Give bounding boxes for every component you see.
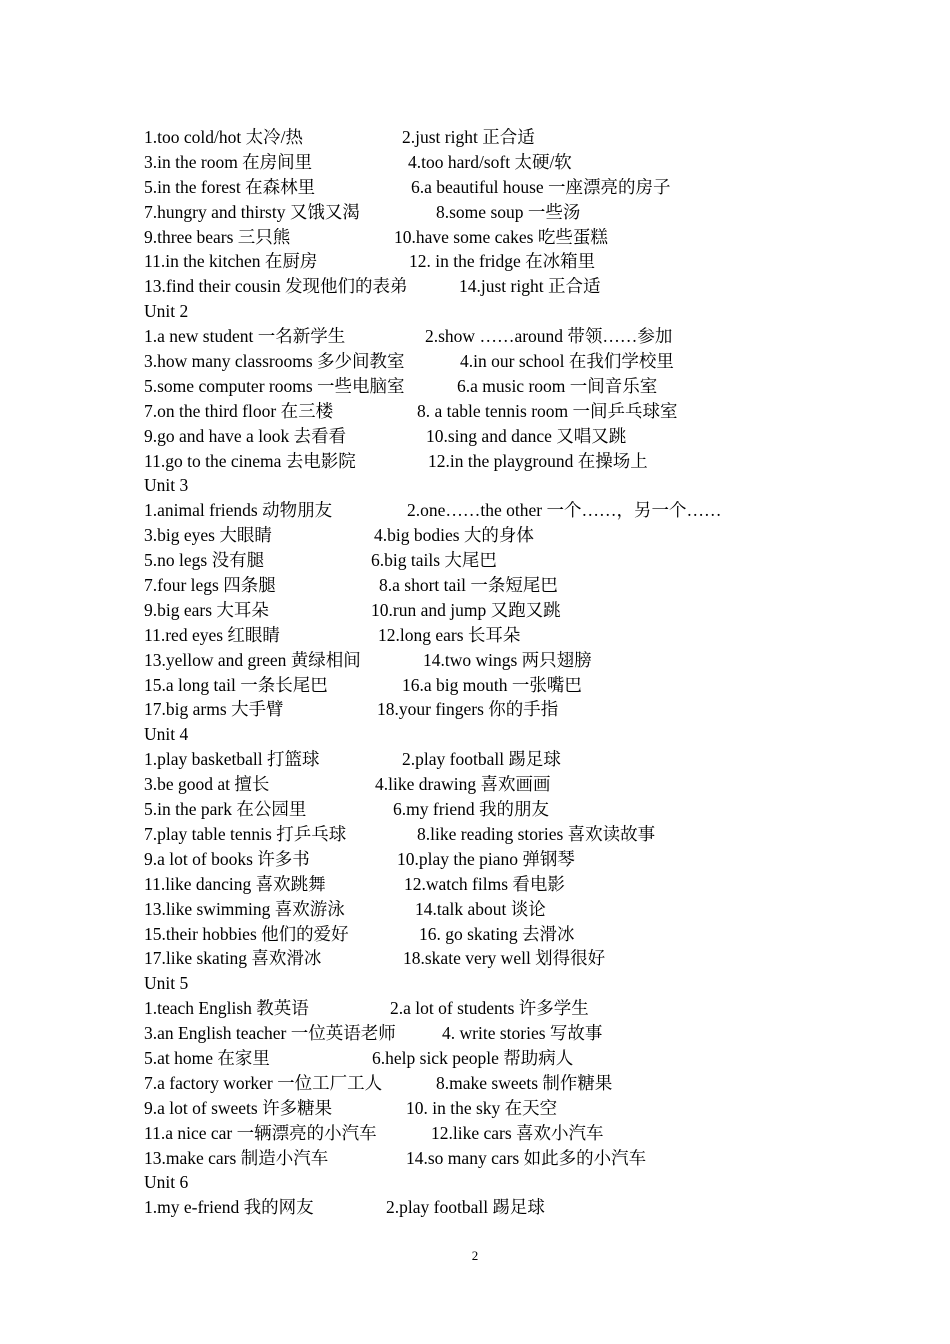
phrase-right: 2.show ……around 带领……参加 — [425, 326, 673, 347]
phrase-right: 8.some soup 一些汤 — [436, 201, 581, 222]
phrase-left: 11.red eyes 红眼睛 — [144, 624, 280, 645]
list-line — [144, 847, 904, 872]
phrase-right: 2.one……the other 一个……，另一个…… — [407, 500, 722, 521]
list-line — [144, 747, 904, 772]
phrase-right: 12. in the fridge 在冰箱里 — [409, 251, 596, 272]
phrase-left: 11.a nice car 一辆漂亮的小汽车 — [144, 1122, 377, 1143]
phrase-right: 16. go skating 去滑冰 — [419, 923, 575, 944]
list-line — [144, 150, 904, 175]
list-line — [144, 498, 904, 523]
list-line — [144, 399, 904, 424]
list-line — [144, 548, 904, 573]
list-line — [144, 349, 904, 374]
phrase-left: 5.in the forest 在森林里 — [144, 176, 316, 197]
list-line — [144, 175, 904, 200]
unit-heading-label: Unit 6 — [144, 1172, 189, 1193]
unit-heading — [144, 299, 904, 324]
phrase-right: 10.play the piano 弹钢琴 — [397, 848, 575, 869]
phrase-left: 13.yellow and green 黄绿相间 — [144, 649, 361, 670]
phrase-right: 14.just right 正合适 — [459, 276, 601, 297]
phrase-left: 7.a factory worker 一位工厂工人 — [144, 1072, 383, 1093]
phrase-left: 5.at home 在家里 — [144, 1047, 270, 1068]
list-line — [144, 648, 904, 673]
phrase-left: 9.big ears 大耳朵 — [144, 599, 269, 620]
list-line — [144, 1096, 904, 1121]
page-number: 2 — [471, 1248, 479, 1263]
phrase-right: 4.in our school 在我们学校里 — [460, 351, 674, 372]
list-line — [144, 772, 904, 797]
phrase-right: 8. a table tennis room 一间乒乓球室 — [417, 400, 678, 421]
phrase-right: 6.a music room 一间音乐室 — [457, 375, 658, 396]
phrase-right: 2.play football 踢足球 — [386, 1197, 545, 1218]
list-line — [144, 946, 904, 971]
vocabulary-list — [144, 125, 904, 1220]
phrase-left: 17.like skating 喜欢滑冰 — [144, 948, 322, 969]
unit-heading-label: Unit 4 — [144, 724, 189, 745]
phrase-right: 14.talk about 谈论 — [415, 898, 546, 919]
unit-heading — [144, 722, 904, 747]
phrase-left: 3.big eyes 大眼睛 — [144, 525, 272, 546]
phrase-right: 4.too hard/soft 太硬/软 — [408, 151, 572, 172]
list-line — [144, 673, 904, 698]
phrase-right: 2.play football 踢足球 — [402, 749, 561, 770]
phrase-left: 1.too cold/hot 太冷/热 — [144, 127, 303, 147]
list-line — [144, 697, 904, 722]
list-line — [144, 125, 904, 150]
phrase-right: 6.help sick people 帮助病人 — [372, 1047, 574, 1068]
phrase-left: 15.a long tail 一条长尾巴 — [144, 674, 328, 695]
unit-heading-label: Unit 5 — [144, 973, 189, 994]
phrase-right: 8.make sweets 制作糖果 — [436, 1072, 613, 1093]
phrase-left: 9.a lot of books 许多书 — [144, 848, 310, 869]
list-line — [144, 598, 904, 623]
list-line — [144, 249, 904, 274]
phrase-right: 12.long ears 长耳朵 — [378, 624, 521, 645]
phrase-right: 6.a beautiful house 一座漂亮的房子 — [411, 176, 671, 197]
list-line — [144, 1021, 904, 1046]
phrase-left: 17.big arms 大手臂 — [144, 699, 284, 720]
phrase-left: 3.how many classrooms 多少间教室 — [144, 351, 405, 372]
phrase-right: 4.big bodies 大的身体 — [374, 525, 534, 546]
phrase-right: 12.watch films 看电影 — [404, 873, 565, 894]
list-line — [144, 274, 904, 299]
phrase-right: 14.so many cars 如此多的小汽车 — [406, 1147, 647, 1168]
phrase-right: 10.have some cakes 吃些蛋糕 — [394, 226, 608, 247]
phrase-right: 10.sing and dance 又唱又跳 — [426, 425, 627, 446]
list-line — [144, 523, 904, 548]
list-line — [144, 922, 904, 947]
list-line — [144, 225, 904, 250]
list-line — [144, 1146, 904, 1171]
phrase-right: 16.a big mouth 一张嘴巴 — [402, 674, 582, 695]
phrase-right: 2.just right 正合适 — [402, 127, 535, 147]
phrase-left: 1.play basketball 打篮球 — [144, 749, 320, 770]
list-line — [144, 573, 904, 598]
list-line — [144, 897, 904, 922]
phrase-left: 1.my e-friend 我的网友 — [144, 1197, 314, 1218]
list-line — [144, 872, 904, 897]
phrase-left: 15.their hobbies 他们的爱好 — [144, 923, 349, 944]
phrase-left: 1.a new student 一名新学生 — [144, 326, 346, 347]
phrase-left: 5.in the park 在公园里 — [144, 799, 307, 820]
phrase-left: 9.go and have a look 去看看 — [144, 425, 347, 446]
unit-heading — [144, 1170, 904, 1195]
list-line — [144, 1046, 904, 1071]
unit-heading-label: Unit 2 — [144, 301, 189, 322]
list-line — [144, 449, 904, 474]
phrase-right: 12.in the playground 在操场上 — [428, 450, 648, 471]
phrase-left: 13.like swimming 喜欢游泳 — [144, 898, 345, 919]
list-line — [144, 1121, 904, 1146]
phrase-left: 11.in the kitchen 在厨房 — [144, 251, 318, 272]
phrase-left: 9.a lot of sweets 许多糖果 — [144, 1097, 333, 1118]
phrase-right: 14.two wings 两只翅膀 — [423, 649, 592, 670]
phrase-left: 9.three bears 三只熊 — [144, 226, 291, 247]
phrase-right: 6.my friend 我的朋友 — [393, 799, 550, 820]
phrase-left: 13.make cars 制造小汽车 — [144, 1147, 329, 1168]
phrase-right: 10. in the sky 在天空 — [406, 1097, 558, 1118]
phrase-right: 6.big tails 大尾巴 — [371, 550, 497, 571]
phrase-right: 8.like reading stories 喜欢读故事 — [417, 823, 656, 844]
phrase-right: 18.your fingers 你的手指 — [377, 699, 559, 720]
list-line — [144, 623, 904, 648]
phrase-right: 12.like cars 喜欢小汽车 — [431, 1122, 604, 1143]
list-line — [144, 324, 904, 349]
phrase-right: 8.a short tail 一条短尾巴 — [379, 575, 558, 596]
list-line — [144, 797, 904, 822]
phrase-right: 2.a lot of students 许多学生 — [390, 998, 589, 1019]
phrase-right: 4.like drawing 喜欢画画 — [375, 774, 551, 795]
list-line — [144, 996, 904, 1021]
list-line — [144, 1071, 904, 1096]
phrase-left: 7.on the third floor 在三楼 — [144, 400, 334, 421]
phrase-left: 7.hungry and thirsty 又饿又渴 — [144, 201, 360, 222]
phrase-left: 7.four legs 四条腿 — [144, 575, 276, 596]
phrase-left: 7.play table tennis 打乒乓球 — [144, 823, 347, 844]
unit-heading — [144, 473, 904, 498]
phrase-left: 3.in the room 在房间里 — [144, 151, 313, 172]
phrase-right: 18.skate very well 划得很好 — [403, 948, 606, 969]
phrase-left: 5.some computer rooms 一些电脑室 — [144, 375, 405, 396]
phrase-left: 11.go to the cinema 去电影院 — [144, 450, 356, 471]
phrase-left: 1.animal friends 动物朋友 — [144, 500, 333, 521]
phrase-left: 3.an English teacher 一位英语老师 — [144, 1023, 396, 1044]
phrase-left: 13.find their cousin 发现他们的表弟 — [144, 276, 408, 297]
phrase-left: 3.be good at 擅长 — [144, 774, 270, 795]
unit-heading — [144, 971, 904, 996]
phrase-left: 1.teach English 教英语 — [144, 998, 309, 1019]
phrase-right: 10.run and jump 又跑又跳 — [371, 599, 561, 620]
phrase-left: 5.no legs 没有腿 — [144, 550, 265, 571]
phrase-left: 11.like dancing 喜欢跳舞 — [144, 873, 326, 894]
list-line — [144, 374, 904, 399]
list-line — [144, 424, 904, 449]
list-line — [144, 1195, 904, 1220]
phrase-right: 4. write stories 写故事 — [442, 1023, 603, 1044]
list-line — [144, 822, 904, 847]
unit-heading-label: Unit 3 — [144, 475, 189, 496]
list-line — [144, 200, 904, 225]
